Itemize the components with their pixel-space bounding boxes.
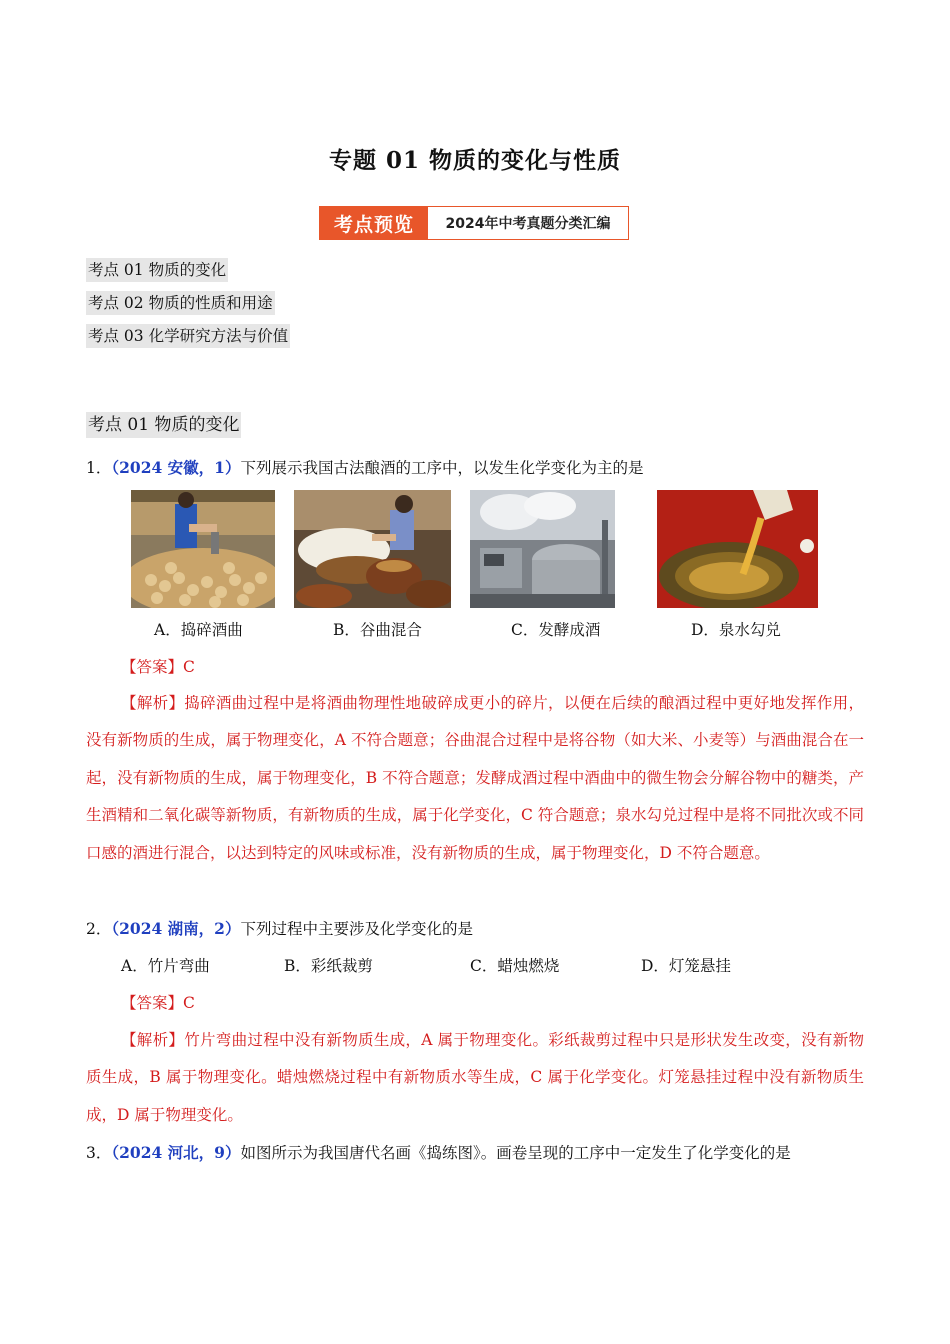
q2-option-b[interactable]: B．彩纸裁剪 — [284, 957, 373, 975]
page-title: 专题 01 物质的变化与性质 — [328, 147, 622, 174]
photo-mixing-grain — [294, 490, 451, 608]
question-source: （2024 湖南，2） — [111, 919, 241, 938]
toc-item-2[interactable]: 考点 02 物质的性质和用途 — [86, 291, 275, 315]
q1-option-b[interactable]: B．谷曲混合 — [333, 621, 422, 639]
q2-answer: 【答案】C — [121, 994, 195, 1012]
question-1 — [86, 456, 643, 480]
question-source: （2024 安徽，1） — [111, 458, 241, 477]
question-text: 如图所示为我国唐代名画《捣练图》。画卷呈现的工序中一定发生了化学变化的是 — [240, 1144, 791, 1162]
photo-blending-water — [657, 490, 818, 608]
question-source: （2024 河北，9） — [111, 1143, 241, 1162]
question-text: 下列展示我国古法酿酒的工序中，以发生化学变化为主的是 — [240, 459, 644, 477]
q1-answer: 【答案】C — [121, 658, 195, 676]
photo-fermentation — [470, 490, 615, 608]
q1-option-d[interactable]: D．泉水勾兑 — [691, 621, 781, 639]
photo-crushing-yeast — [131, 490, 275, 608]
banner-label: 考点预览 — [320, 207, 428, 239]
question-number: 2． — [86, 920, 112, 938]
toc-item-1[interactable]: 考点 01 物质的变化 — [86, 258, 228, 282]
section-heading: 考点 01 物质的变化 — [86, 412, 241, 438]
q1-option-c[interactable]: C．发酵成酒 — [511, 621, 601, 639]
question-text: 下列过程中主要涉及化学变化的是 — [240, 920, 473, 938]
question-number: 3． — [86, 1144, 112, 1162]
q2-option-c[interactable]: C．蜡烛燃烧 — [470, 957, 560, 975]
q2-explanation: 【解析】竹片弯曲过程中没有新物质生成，A 属于物理变化。彩纸裁剪过程中只是形状发生改变，没有新物质生成，B 属于物理变化。蜡烛燃烧过程中有新物质水等生成，C 属于化学变化。灯笼悬挂过程中没有新物质生成，D 属于物理变化。 — [86, 1031, 864, 1124]
q2-option-d[interactable]: D．灯笼悬挂 — [641, 957, 731, 975]
question-2 — [86, 917, 473, 941]
q1-option-a[interactable]: A．捣碎酒曲 — [154, 621, 243, 639]
question-number: 1． — [86, 459, 112, 477]
q2-option-a[interactable]: A．竹片弯曲 — [121, 957, 210, 975]
question-3 — [86, 1141, 791, 1165]
banner-subtitle: 2024年中考真题分类汇编 — [445, 216, 611, 232]
topic-banner — [319, 206, 629, 240]
toc-item-3[interactable]: 考点 03 化学研究方法与价值 — [86, 324, 290, 348]
q1-explanation: 【解析】捣碎酒曲过程中是将酒曲物理性地破碎成更小的碎片，以便在后续的酿酒过程中更好地发挥作用，没有新物质的生成，属于物理变化，A 不符合题意；谷曲混合过程中是将谷物（如大米、小麦等）与酒曲混合在一起，没有新物质的生成，属于物理变化，B 不符合题意；发酵成酒过程中酒曲中的微生物会分解谷物中的糖类，产生酒精和二氧化碳等新物质，有新物质的生成，属于化学变化，C 符合题意；泉水勾兑过程中是将不同批次或不同口感的酒进行混合，以达到特定的风味或标准，没有新物质的生成，属于物理变化，D 不符合题意。 — [86, 694, 864, 862]
